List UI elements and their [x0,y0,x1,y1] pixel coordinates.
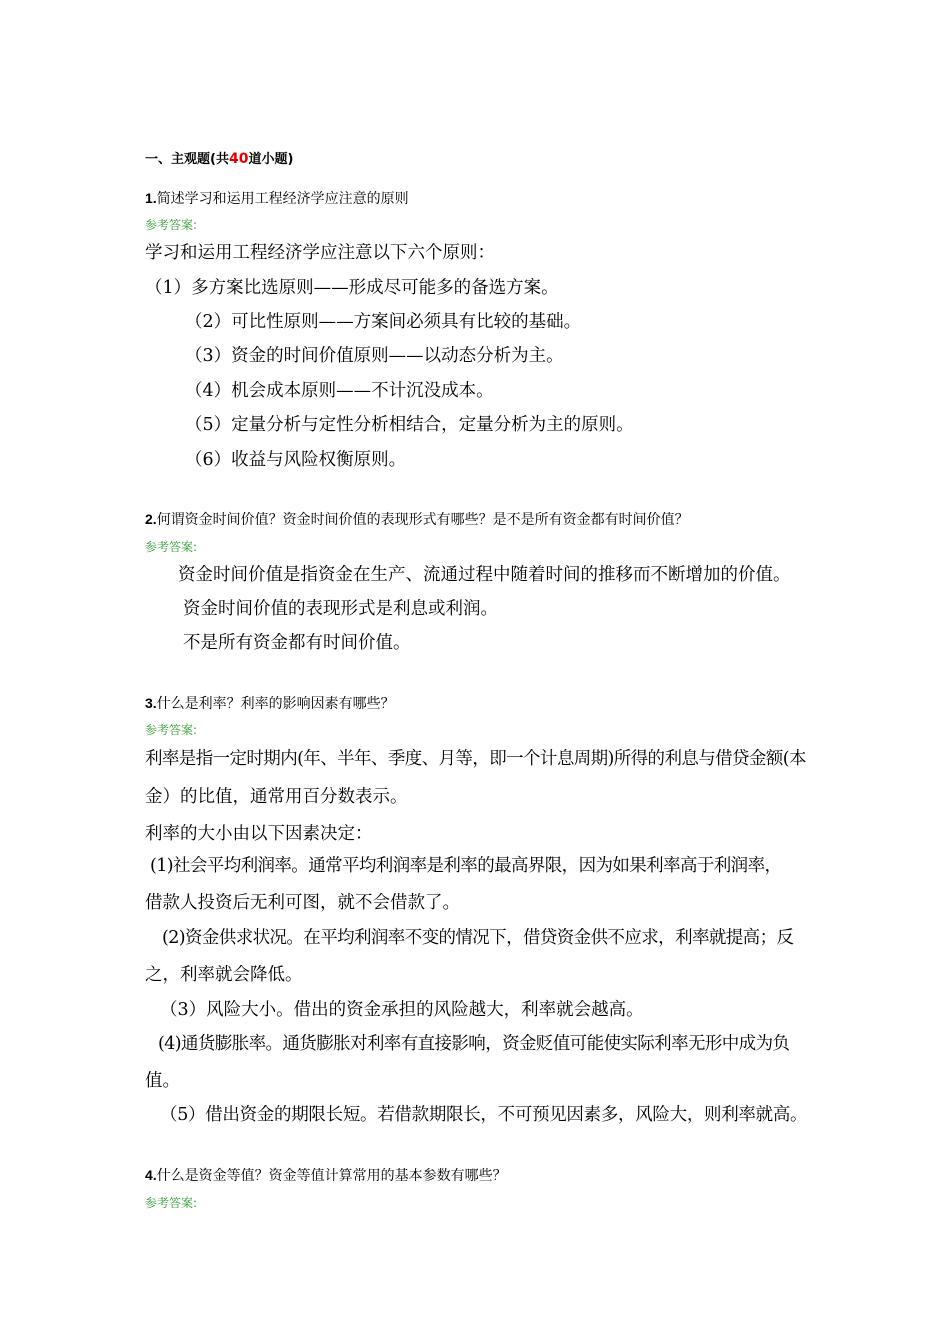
answer-label: 参考答案: [145,1196,198,1210]
question-3 [145,693,395,713]
section-heading-prefix: 一、主观题(共 [145,152,229,167]
question-number: 2. [145,511,157,527]
answer-label: 参考答案: [145,723,198,737]
question-text: 简述学习和运用工程经济学应注意的原则 [156,191,409,207]
answer-line: (2)资金供求状况。在平均利润率不变的情况下，借贷资金供不应求，利率就提高；反 [162,928,794,948]
answer-line: 利率是指一定时期内(年、半年、季度、月等，即一个计息周期)所得的利息与借贷金额(本 [145,749,806,769]
answer-line: 资金时间价值的表现形式是利息或利润。 [183,599,498,619]
answer-line: （4）机会成本原则——不计沉没成本。 [185,381,494,401]
answer-line: 金）的比值，通常用百分数表示。 [145,787,408,807]
section-heading-suffix: 道小题) [248,152,294,167]
answer-line: 利率的大小由以下因素决定： [145,824,373,844]
question-2 [145,509,689,529]
question-text: 何谓资金时间价值？资金时间价值的表现形式有哪些？是不是所有资金都有时间价值？ [156,512,689,528]
question-number: 4. [145,1167,157,1183]
question-number: 1. [145,190,157,206]
answer-line: （5）定量分析与定性分析相结合，定量分析为主的原则。 [185,415,634,435]
answer-line: （1）多方案比选原则——形成尽可能多的备选方案。 [145,278,559,298]
question-1 [145,188,409,208]
answer-line: 借款人投资后无利可图，就不会借款了。 [145,893,460,913]
question-count: 40 [228,151,249,167]
answer-line: （3）风险大小。借出的资金承担的风险越大，利率就会越高。 [160,1000,644,1020]
question-text: 什么是利率？利率的影响因素有哪些？ [156,696,395,712]
answer-line: 学习和运用工程经济学应注意以下六个原则： [145,243,495,263]
question-4 [145,1165,507,1185]
answer-line: 值。 [145,1071,180,1091]
answer-line: (4)通货膨胀率。通货膨胀对利率有直接影响，资金贬值可能使实际利率无形中成为负 [158,1034,790,1054]
answer-line: （3）资金的时间价值原则——以动态分析为主。 [185,346,564,366]
section-heading [145,148,293,167]
answer-line: （2）可比性原则——方案间必须具有比较的基础。 [185,312,582,332]
answer-label: 参考答案: [145,540,198,554]
answer-line: （6）收益与风险权衡原则。 [185,450,407,470]
answer-line: (1)社会平均利润率。通常平均利润率是利率的最高界限，因为如果利率高于利润率， [150,856,782,876]
answer-line: （5）借出资金的期限长短。若借款期限长，不可预见因素多，风险大，则利率就高。 [160,1105,808,1125]
question-text: 什么是资金等值？资金等值计算常用的基本参数有哪些？ [156,1168,507,1184]
answer-line: 之，利率就会降低。 [145,965,303,985]
answer-line: 资金时间价值是指资金在生产、流通过程中随着时间的推移而不断增加的价值。 [178,565,791,585]
answer-label: 参考答案: [145,218,198,232]
question-number: 3. [145,695,157,711]
answer-line: 不是所有资金都有时间价值。 [183,633,411,653]
